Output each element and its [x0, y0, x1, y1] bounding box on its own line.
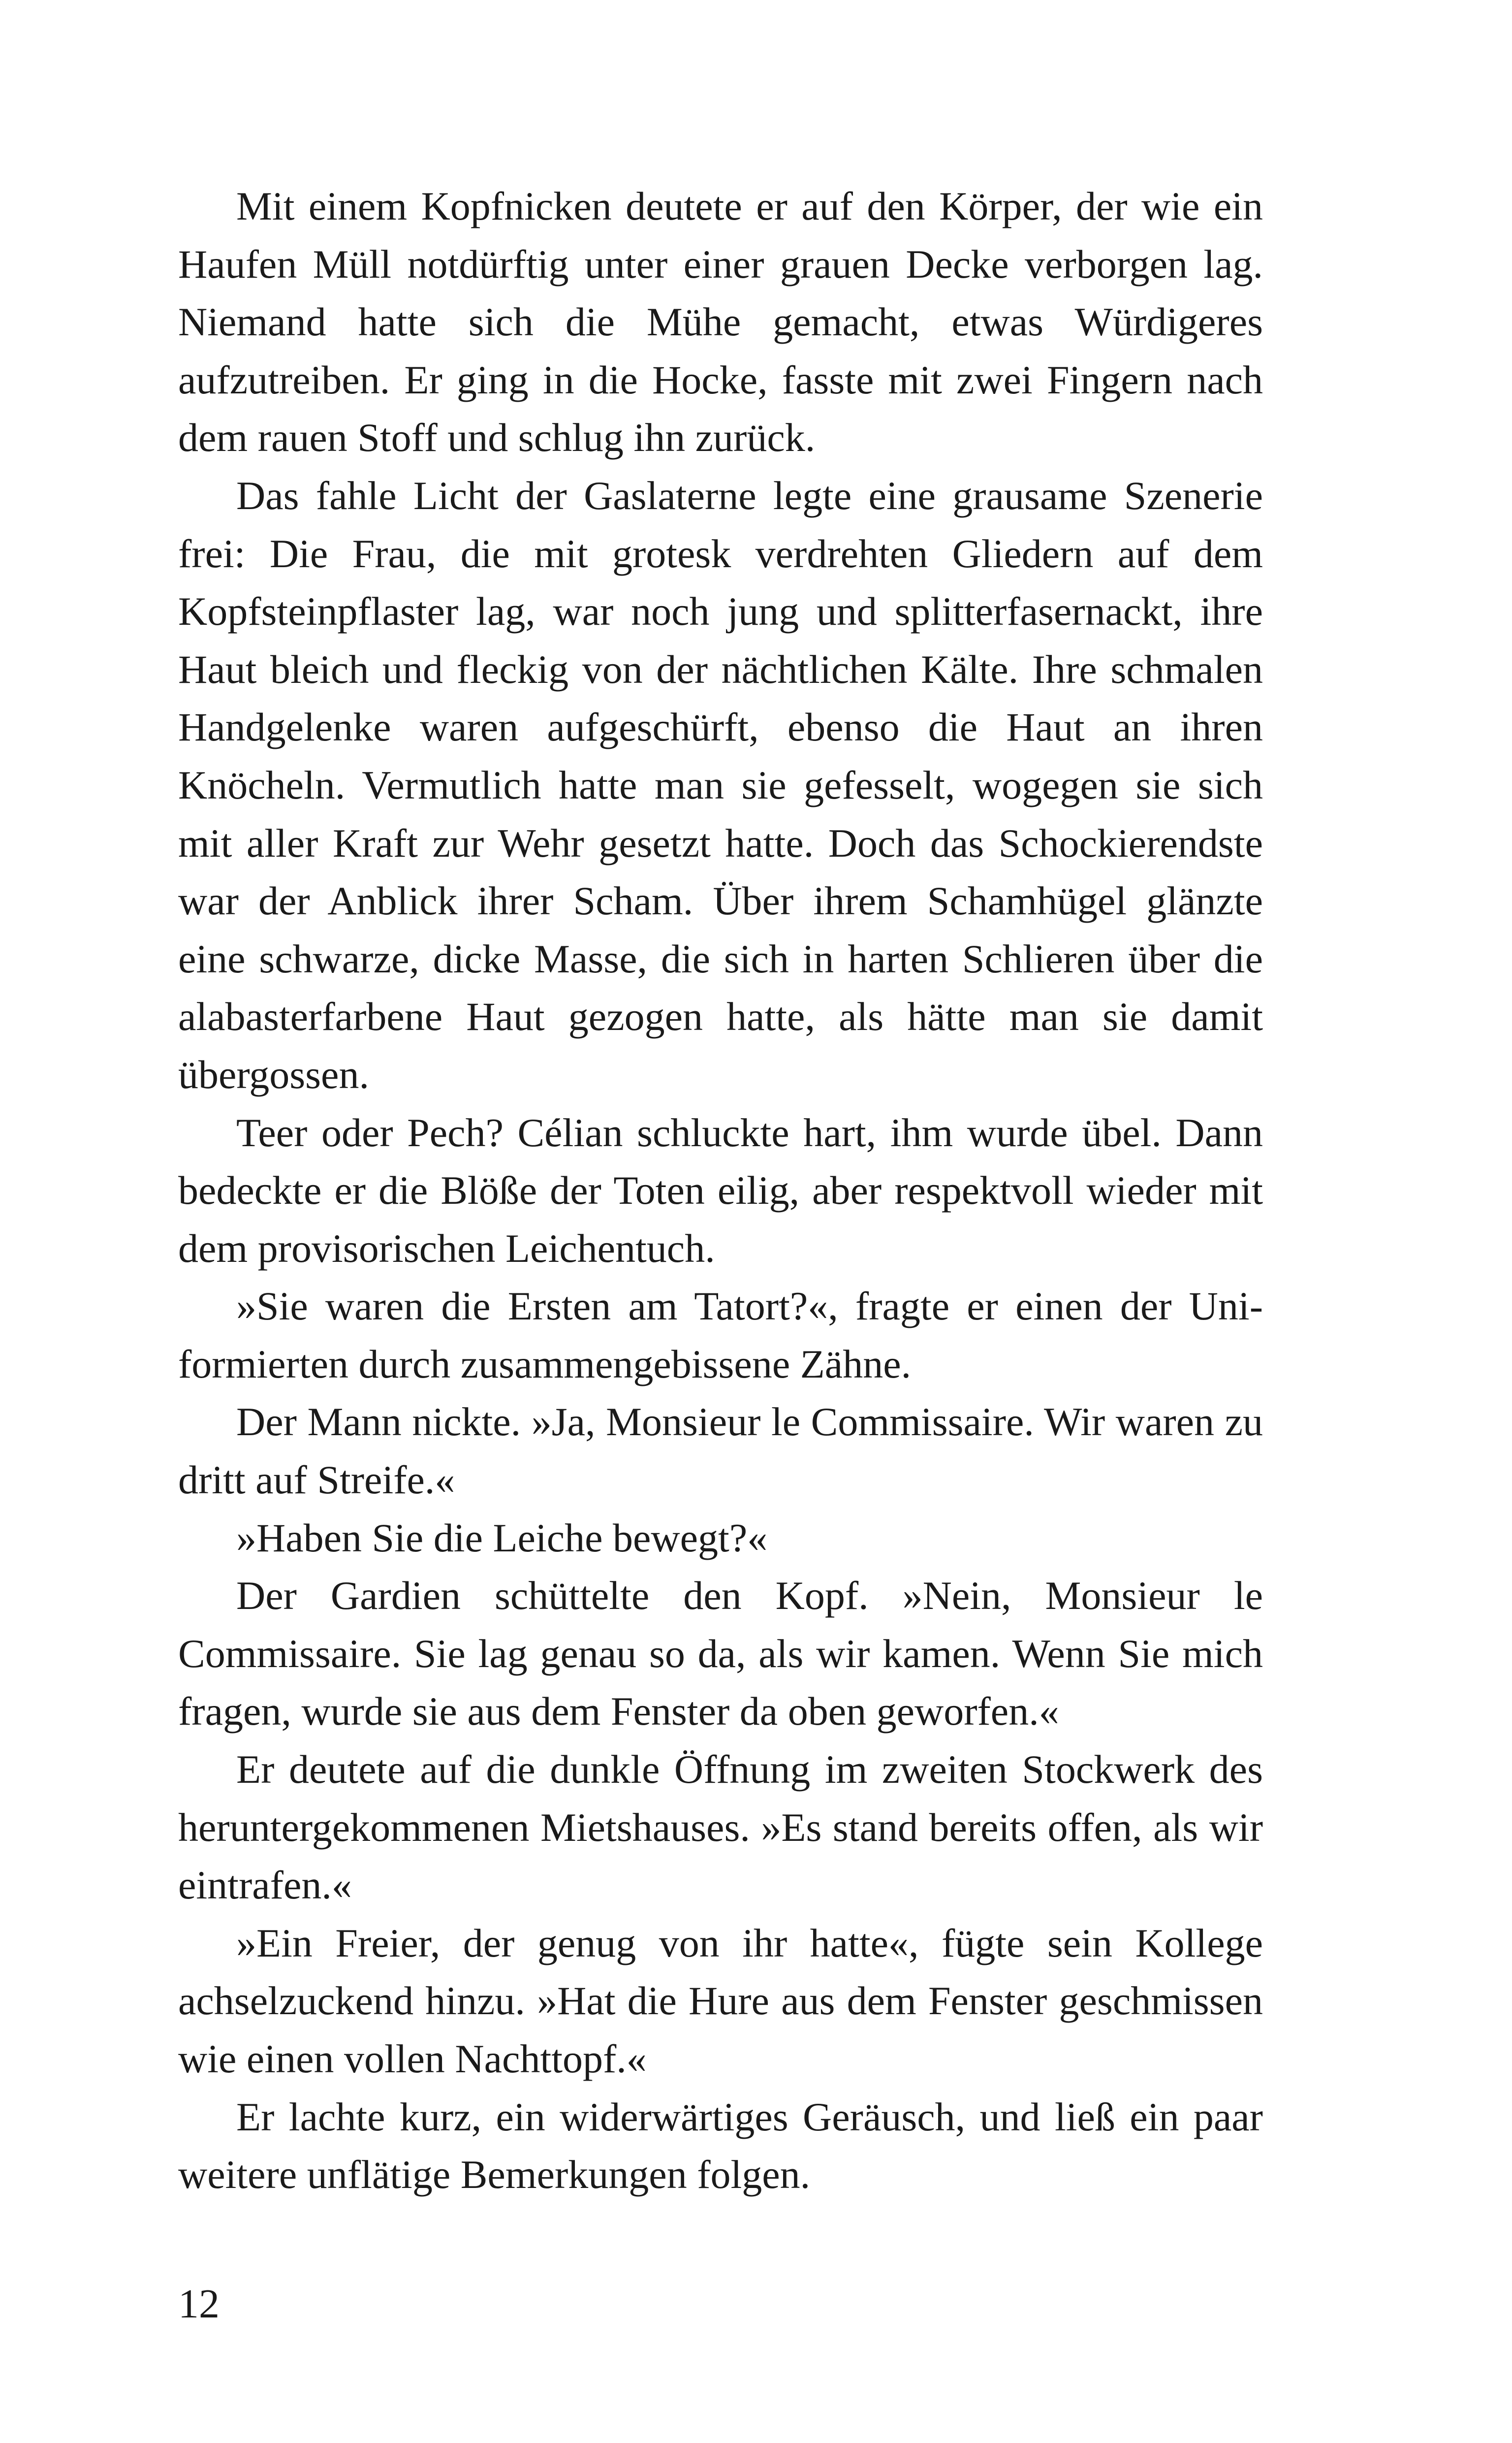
paragraph: Der Gardien schüttelte den Kopf. »Nein, Monsieur le Commissaire. Sie lag genau so da, als wir kamen. Wenn Sie mich fragen, wurde sie aus dem Fenster da oben geworfen.«	[178, 1573, 1263, 1734]
paragraph: Mit einem Kopfnicken deutete er auf den Körper, der wie ein Haufen Müll notdürftig unter einer grauen Decke verborgen lag. Niemand hatte sich die Mühe gemacht, etwas Würdigeres aufzutreiben. Er ging in die Hocke, fasste mit zwei Fingern nach dem rauen Stoff und schlug ihn zurück.	[178, 184, 1263, 460]
body-text	[178, 177, 1263, 2204]
paragraph: »Haben Sie die Leiche bewegt?«	[236, 1515, 768, 1560]
paragraph: Der Mann nickte. »Ja, Monsieur le Commissaire. Wir waren zu dritt auf Streife.«	[178, 1399, 1263, 1503]
paragraph: »Ein Freier, der genug von ihr hatte«, fügte sein Kollege achselzuckend hinzu. »Hat die Hure aus dem Fenster geschmissen wie einen vollen Nachttopf.«	[178, 1920, 1263, 2081]
paragraph: »Sie waren die Ersten am Tatort?«, fragte er einen der Uniformierten durch zusammengebissene Zähne.	[178, 1284, 1263, 1386]
paragraph: Das fahle Licht der Gaslaterne legte eine grausame Szenerie frei: Die Frau, die mit grotesk verdrehten Gliedern auf dem Kopfsteinpflaster lag, war noch jung und splitterfasernackt, ihre Haut bleich und fleckig von der nächtlichen Kälte. Ihre schmalen Handgelenke waren aufgeschürft, ebenso die Haut an ihren Knöcheln. Vermutlich hatte man sie gefesselt, wogegen sie sich mit aller Kraft zur Wehr gesetzt hatte. Doch das Schockierendste war der Anblick ihrer Scham. Über ihrem Schamhügel glänzte eine schwarze, dicke Masse, die sich in harten Schlieren über die alabasterfarbene Haut gezogen hatte, als hätte man sie damit übergossen.	[178, 473, 1263, 1097]
paragraph: Er lachte kurz, ein widerwärtiges Geräusch, und ließ ein paar weitere unflätige Bemerkungen folgen.	[178, 2094, 1263, 2197]
page-number: 12	[178, 2281, 220, 2327]
paragraph: Er deutete auf die dunkle Öffnung im zweiten Stockwerk des heruntergekommenen Mietshauses. »Es stand bereits offen, als wir eintrafen.«	[178, 1747, 1263, 1908]
paragraph: Teer oder Pech? Célian schluckte hart, ihm wurde übel. Dann bedeckte er die Blöße der Toten eilig, aber respektvoll wieder mit dem provisorischen Leichentuch.	[178, 1110, 1263, 1271]
